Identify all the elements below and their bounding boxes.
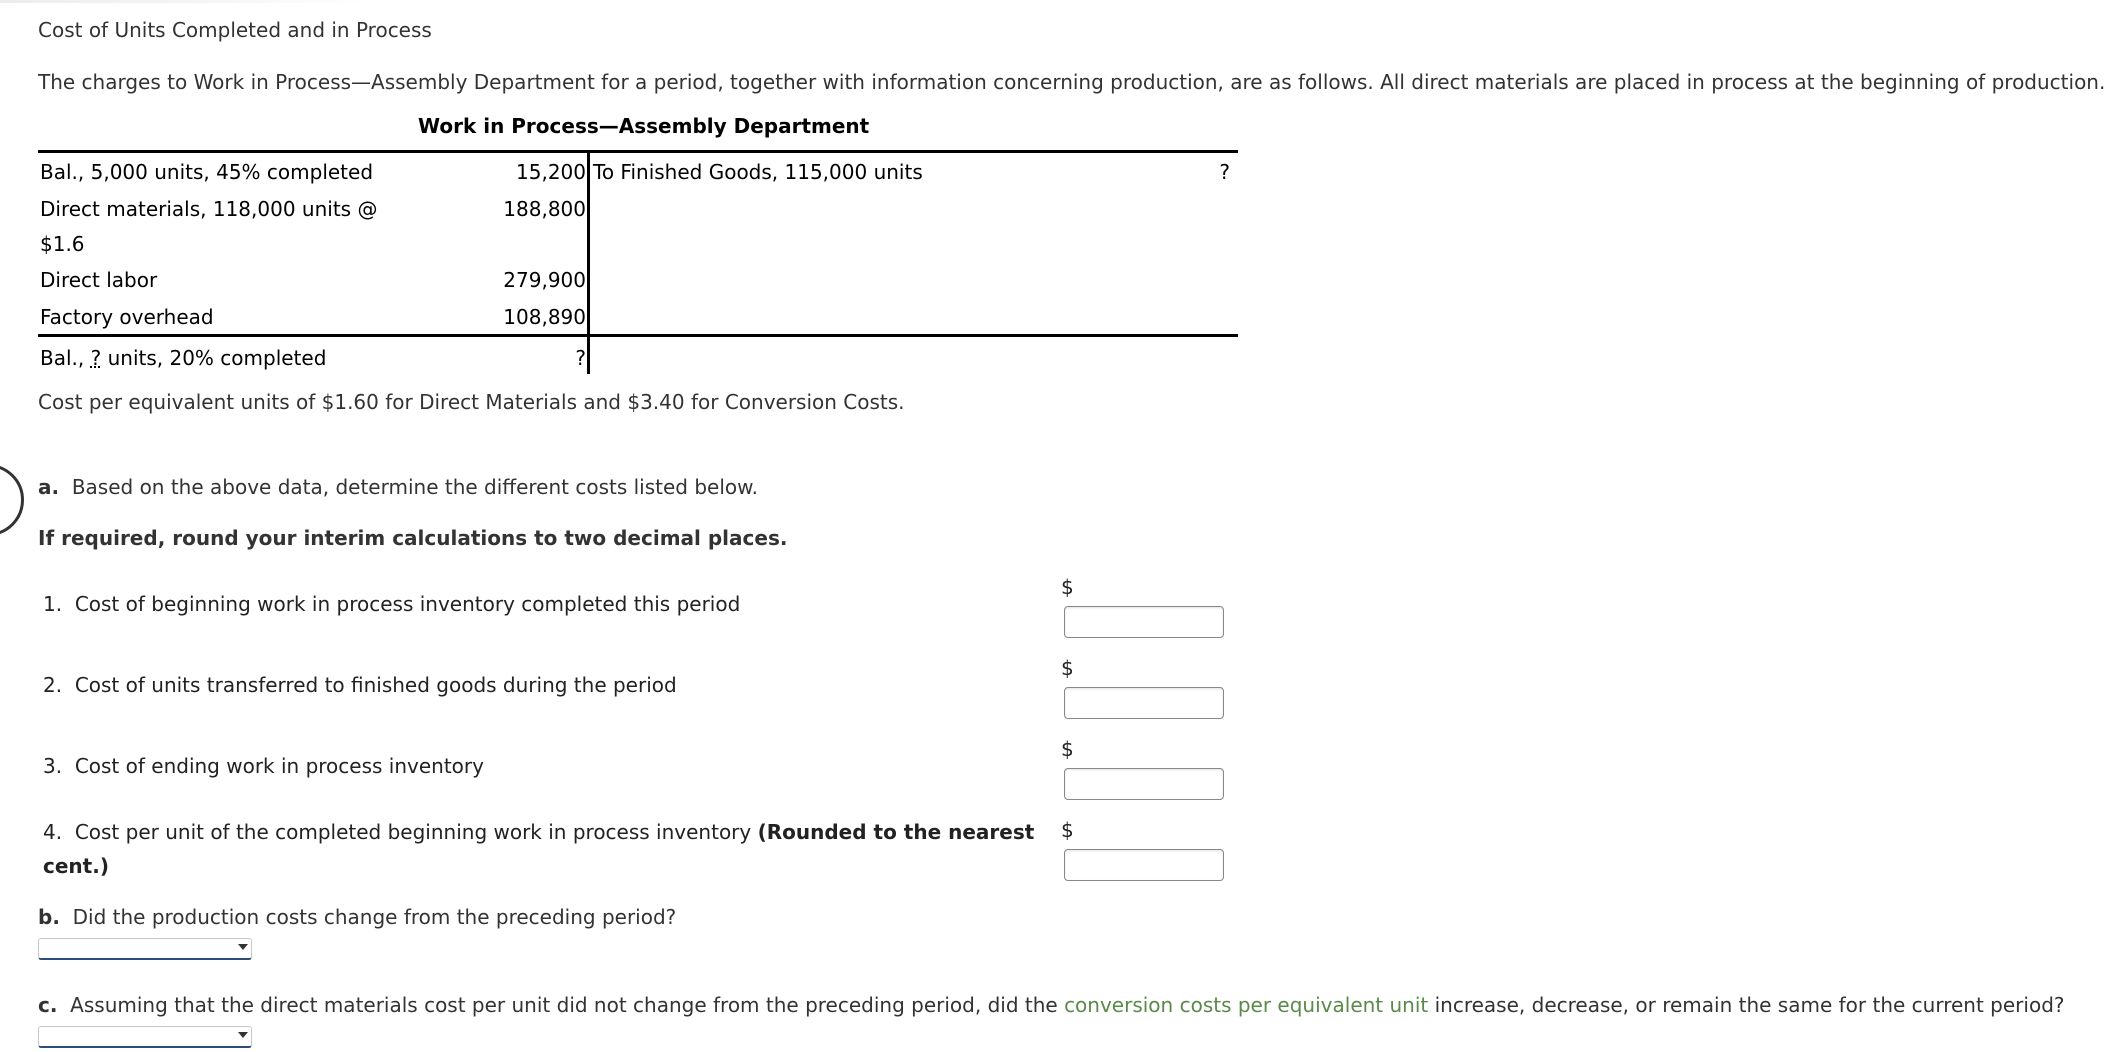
- debit-amount: 279,900: [503, 268, 586, 292]
- dollar-sign: $: [1061, 656, 1074, 680]
- dollar-sign: $: [1061, 818, 1074, 842]
- chevron-down-icon: [238, 1032, 248, 1038]
- credit-amount: ?: [1219, 160, 1230, 184]
- debit-label-continued: $1.6: [40, 232, 85, 256]
- debit-label: Direct materials, 118,000 units @: [40, 197, 378, 221]
- account-divider-upper: [587, 152, 590, 335]
- dollar-sign: $: [1061, 737, 1074, 761]
- credit-label: To Finished Goods, 115,000 units: [593, 160, 923, 184]
- page-title: Cost of Units Completed and in Process: [38, 18, 432, 42]
- account-heading: Work in Process—Assembly Department: [418, 114, 870, 138]
- dollar-sign: $: [1061, 575, 1074, 599]
- debit-amount: 15,200: [516, 160, 586, 184]
- answer-input-2[interactable]: [1064, 687, 1224, 719]
- part-c-prompt: c. Assuming that the direct materials cost per unit did not change from the preceding period, did the conversion costs per equivalent unit increase, decrease, or remain the same for the current period?: [38, 993, 2065, 1017]
- debit-label: Bal., 5,000 units, 45% completed: [40, 160, 374, 184]
- account-top-rule: [38, 150, 1238, 153]
- answer-input-1[interactable]: [1064, 606, 1224, 638]
- debit-amount: 108,890: [503, 305, 586, 329]
- chevron-down-icon: [238, 944, 248, 950]
- part-b-prompt: b. Did the production costs change from the preceding period?: [38, 905, 677, 929]
- answer-input-4[interactable]: [1064, 849, 1224, 881]
- question-4: 4. Cost per unit of the completed beginning work in process inventory (Rounded to the nearest: [43, 820, 1035, 844]
- answer-input-3[interactable]: [1064, 768, 1224, 800]
- cost-note: Cost per equivalent units of $1.60 for Direct Materials and $3.40 for Conversion Costs.: [38, 390, 905, 414]
- ending-balance-amount: ?: [575, 346, 586, 370]
- question-2: 2. Cost of units transferred to finished goods during the period: [43, 673, 677, 697]
- debit-label: Factory overhead: [40, 305, 214, 329]
- glossary-link[interactable]: conversion costs per equivalent unit: [1064, 993, 1429, 1017]
- intro-text: The charges to Work in Process—Assembly Department for a period, together with information concerning production, are as follows. All direct materials are placed in process at the beginning of production.: [38, 70, 2106, 94]
- side-circle-icon: [0, 464, 24, 536]
- rounding-instruction: If required, round your interim calculations to two decimal places.: [38, 526, 788, 550]
- question-4-continued: cent.): [43, 854, 109, 878]
- ending-balance-label: Bal., ? units, 20% completed: [40, 346, 327, 370]
- account-divider-lower: [587, 337, 590, 374]
- part-b-dropdown[interactable]: [38, 938, 252, 960]
- debit-label: Direct labor: [40, 268, 158, 292]
- question-3: 3. Cost of ending work in process inventory: [43, 754, 484, 778]
- top-shadow: [0, 0, 370, 3]
- account-mid-rule: [38, 334, 1238, 337]
- part-a-prompt: a. Based on the above data, determine the different costs listed below.: [38, 475, 759, 499]
- debit-amount: 188,800: [503, 197, 586, 221]
- unknown-units[interactable]: ?: [90, 346, 102, 370]
- question-1: 1. Cost of beginning work in process inventory completed this period: [43, 592, 741, 616]
- part-c-dropdown[interactable]: [38, 1026, 252, 1048]
